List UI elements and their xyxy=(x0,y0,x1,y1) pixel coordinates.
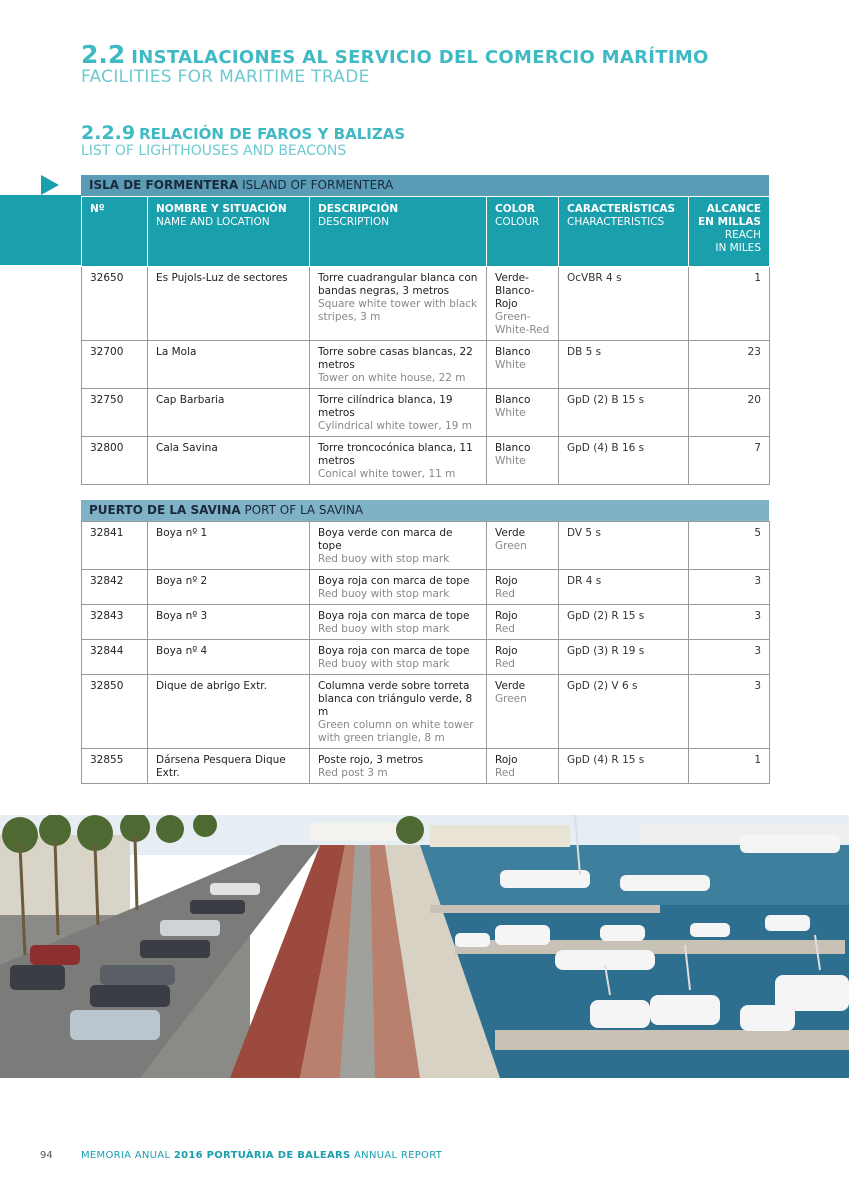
table-row xyxy=(82,640,770,675)
arrow-marker-icon xyxy=(41,175,59,195)
header-colour: COLOR COLOUR xyxy=(487,197,559,267)
cell-description: Poste rojo, 3 metros Red post 3 m xyxy=(310,749,487,784)
table-title: ISLA DE FORMENTERA ISLAND OF FORMENTERA xyxy=(81,175,769,196)
cell-characteristics: DB 5 s xyxy=(559,341,689,389)
buoy-table xyxy=(81,521,770,784)
cell-colour: Blanco White xyxy=(487,389,559,437)
table-row xyxy=(82,389,770,437)
cell-reach: 20 xyxy=(689,389,770,437)
cell-description: Boya roja con marca de tope Red buoy with stop mark xyxy=(310,570,487,605)
cell-colour: Verde Green xyxy=(487,675,559,749)
header-description: DESCRIPCIÓN DESCRIPTION xyxy=(310,197,487,267)
cell-code: 32850 xyxy=(82,675,148,749)
cell-characteristics: GpD (4) R 15 s xyxy=(559,749,689,784)
marina-photo xyxy=(0,815,849,1078)
cell-code: 32750 xyxy=(82,389,148,437)
cell-description: Torre cilíndrica blanca, 19 metros Cylindrical white tower, 19 m xyxy=(310,389,487,437)
subsection-title-es: RELACIÓN DE FAROS Y BALIZAS xyxy=(139,125,406,143)
cell-name: Boya nº 2 xyxy=(148,570,310,605)
cell-characteristics: GpD (2) R 15 s xyxy=(559,605,689,640)
lighthouse-table-formentera xyxy=(81,175,769,485)
cell-colour: Blanco White xyxy=(487,437,559,485)
cell-name: La Mola xyxy=(148,341,310,389)
cell-code: 32842 xyxy=(82,570,148,605)
table-header-row xyxy=(82,197,770,267)
cell-reach: 3 xyxy=(689,605,770,640)
header-characteristics: CARACTERÍSTICAS CHARACTERISTICS xyxy=(559,197,689,267)
cell-code: 32843 xyxy=(82,605,148,640)
cell-colour: Rojo Red xyxy=(487,640,559,675)
cell-description: Boya verde con marca de tope Red buoy with stop mark xyxy=(310,522,487,570)
cell-code: 32800 xyxy=(82,437,148,485)
lighthouse-table xyxy=(81,196,770,485)
cell-description: Torre troncocónica blanca, 11 metros Conical white tower, 11 m xyxy=(310,437,487,485)
section-title-es: INSTALACIONES AL SERVICIO DEL COMERCIO MARÍTIMO xyxy=(131,47,709,68)
cell-characteristics: GpD (3) R 19 s xyxy=(559,640,689,675)
cell-colour: Rojo Red xyxy=(487,749,559,784)
cell-reach: 1 xyxy=(689,267,770,341)
cell-code: 32844 xyxy=(82,640,148,675)
cell-code: 32700 xyxy=(82,341,148,389)
cell-code: 32841 xyxy=(82,522,148,570)
header-number: Nº xyxy=(82,197,148,267)
cell-reach: 3 xyxy=(689,675,770,749)
table-title: PUERTO DE LA SAVINA PORT OF LA SAVINA xyxy=(81,500,769,521)
table-row xyxy=(82,605,770,640)
cell-characteristics: DR 4 s xyxy=(559,570,689,605)
subsection-number: 2.2.9 xyxy=(81,122,136,144)
cell-code: 32855 xyxy=(82,749,148,784)
cell-colour: Rojo Red xyxy=(487,570,559,605)
cell-description: Columna verde sobre torreta blanca con triángulo verde, 8 m Green column on white tower with green triangle, 8 m xyxy=(310,675,487,749)
cell-description: Torre sobre casas blancas, 22 metros Tower on white house, 22 m xyxy=(310,341,487,389)
subsection-heading xyxy=(81,122,405,159)
table-row xyxy=(82,675,770,749)
cell-description: Boya roja con marca de tope Red buoy with stop mark xyxy=(310,640,487,675)
cell-name: Cap Barbaria xyxy=(148,389,310,437)
section-number: 2.2 xyxy=(81,40,126,69)
cell-characteristics: OcVBR 4 s xyxy=(559,267,689,341)
cell-name: Cala Savina xyxy=(148,437,310,485)
teal-side-band xyxy=(0,195,81,265)
buoy-table-la-savina xyxy=(81,500,769,784)
table-row xyxy=(82,749,770,784)
section-heading xyxy=(81,40,709,87)
page-number: 94 xyxy=(40,1150,53,1161)
header-reach: ALCANCE EN MILLAS REACH IN MILES xyxy=(689,197,770,267)
table-row xyxy=(82,437,770,485)
cell-colour: Verde-Blanco-Rojo Green-White-Red xyxy=(487,267,559,341)
cell-colour: Verde Green xyxy=(487,522,559,570)
cell-reach: 1 xyxy=(689,749,770,784)
cell-characteristics: DV 5 s xyxy=(559,522,689,570)
table-row xyxy=(82,267,770,341)
table-row xyxy=(82,522,770,570)
cell-description: Boya roja con marca de tope Red buoy with stop mark xyxy=(310,605,487,640)
cell-characteristics: GpD (2) V 6 s xyxy=(559,675,689,749)
cell-colour: Rojo Red xyxy=(487,605,559,640)
cell-name: Boya nº 4 xyxy=(148,640,310,675)
cell-name: Dique de abrigo Extr. xyxy=(148,675,310,749)
cell-characteristics: GpD (4) B 16 s xyxy=(559,437,689,485)
cell-colour: Blanco White xyxy=(487,341,559,389)
cell-description: Torre cuadrangular blanca con bandas negras, 3 metros Square white tower with black stripes, 3 m xyxy=(310,267,487,341)
cell-name: Dársena Pesquera Dique Extr. xyxy=(148,749,310,784)
cell-reach: 3 xyxy=(689,570,770,605)
cell-reach: 3 xyxy=(689,640,770,675)
cell-name: Boya nº 3 xyxy=(148,605,310,640)
cell-code: 32650 xyxy=(82,267,148,341)
cell-characteristics: GpD (2) B 15 s xyxy=(559,389,689,437)
cell-reach: 23 xyxy=(689,341,770,389)
table-row xyxy=(82,570,770,605)
header-name: NOMBRE Y SITUACIÓN NAME AND LOCATION xyxy=(148,197,310,267)
cell-reach: 7 xyxy=(689,437,770,485)
cell-reach: 5 xyxy=(689,522,770,570)
subsection-title-en: LIST OF LIGHTHOUSES AND BEACONS xyxy=(81,143,347,159)
footer-text: MEMORIA ANUAL 2016 PORTUÀRIA DE BALEARS ANNUAL REPORT xyxy=(81,1150,443,1161)
section-title-en: FACILITIES FOR MARITIME TRADE xyxy=(81,67,370,87)
cell-name: Es Pujols-Luz de sectores xyxy=(148,267,310,341)
table-row xyxy=(82,341,770,389)
cell-name: Boya nº 1 xyxy=(148,522,310,570)
